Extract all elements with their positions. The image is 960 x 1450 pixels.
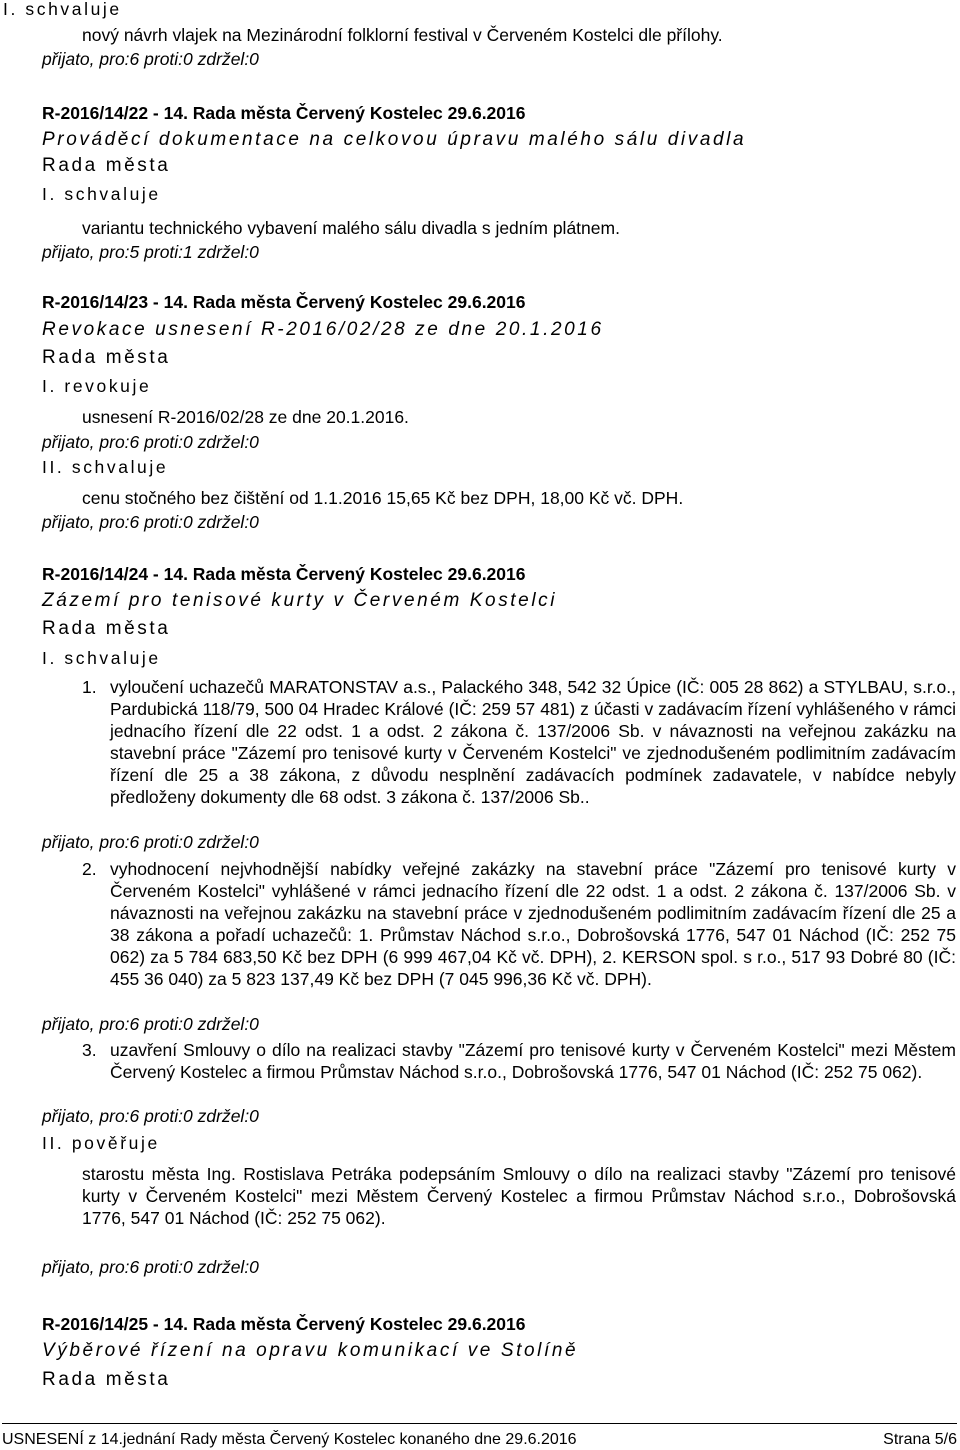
resolution-header: R-2016/14/23 - 14. Rada města Červený Kostelec 29.6.2016 bbox=[42, 292, 526, 312]
vote-result: přijato, pro:6 proti:0 zdržel:0 bbox=[42, 1106, 259, 1126]
resolution-text: usnesení R-2016/02/28 ze dne 20.1.2016. bbox=[82, 407, 409, 427]
vote-result: přijato, pro:6 proti:0 zdržel:0 bbox=[42, 432, 259, 452]
vote-result: přijato, pro:6 proti:0 zdržel:0 bbox=[42, 832, 259, 852]
list-item-number: 3. bbox=[82, 1040, 97, 1060]
resolution-verb: I. schvaluje bbox=[42, 184, 161, 204]
resolution-text: nový návrh vlajek na Mezinárodní folklorní festival v Červeném Kostelci dle přílohy. bbox=[82, 25, 723, 45]
resolution-verb: I. revokuje bbox=[42, 376, 152, 396]
vote-result: přijato, pro:6 proti:0 zdržel:0 bbox=[42, 1257, 259, 1277]
resolution-header: R-2016/14/24 - 14. Rada města Červený Kostelec 29.6.2016 bbox=[42, 564, 526, 584]
resolution-text: variantu technického vybavení malého sálu divadla s jedním plátnem. bbox=[82, 218, 620, 238]
resolution-verb: II. pověřuje bbox=[42, 1133, 160, 1153]
resolution-text: cenu stočného bez čištění od 1.1.2016 15,65 Kč bez DPH, 18,00 Kč vč. DPH. bbox=[82, 488, 684, 508]
list-item-number: 2. bbox=[82, 859, 97, 879]
vote-result: přijato, pro:6 proti:0 zdržel:0 bbox=[42, 49, 259, 69]
vote-result: přijato, pro:6 proti:0 zdržel:0 bbox=[42, 512, 259, 532]
resolution-title: Prováděcí dokumentace na celkovou úpravu malého sálu divadla bbox=[42, 129, 747, 150]
resolution-header: R-2016/14/25 - 14. Rada města Červený Kostelec 29.6.2016 bbox=[42, 1314, 526, 1334]
resolution-verb: I. schvaluje bbox=[3, 0, 122, 19]
list-item-text: uzavření Smlouvy o dílo na realizaci stavby "Zázemí pro tenisové kurty v Červeném Kostelci" mezi Městem Červený Kostelec a firmou Průmstav Náchod s.r.o., Dobrošovská 1776, 547 01 Náchod (IČ: 252 75 062). bbox=[110, 1040, 956, 1082]
page-footer bbox=[2, 1423, 957, 1450]
body-name: Rada města bbox=[42, 618, 171, 639]
vote-result: přijato, pro:5 proti:1 zdržel:0 bbox=[42, 242, 259, 262]
resolution-title: Zázemí pro tenisové kurty v Červeném Kostelci bbox=[42, 590, 558, 611]
body-name: Rada města bbox=[42, 347, 171, 368]
page-number: Strana 5/6 bbox=[883, 1431, 957, 1448]
vote-result: přijato, pro:6 proti:0 zdržel:0 bbox=[42, 1014, 259, 1034]
body-name: Rada města bbox=[42, 155, 171, 176]
resolution-header: R-2016/14/22 - 14. Rada města Červený Kostelec 29.6.2016 bbox=[42, 103, 526, 123]
resolution-title: Výběrové řízení na opravu komunikací ve Stolíně bbox=[42, 1340, 579, 1361]
resolution-verb: II. schvaluje bbox=[42, 457, 169, 477]
footer-title: USNESENÍ z 14.jednání Rady města Červený Kostelec konaného dne 29.6.2016 bbox=[2, 1431, 577, 1448]
resolution-text: starostu města Ing. Rostislava Petráka podepsáním Smlouvy o dílo na realizaci stavby "Zázemí pro tenisové kurty v Červeném Kostelci" mezi Městem Červený Kostelec a firmou Průmstav Náchod s.r.o., Dobrošovská 1776, 547 01 Náchod (IČ: 252 75 062). bbox=[82, 1164, 956, 1228]
list-item-text: vyhodnocení nejvhodnější nabídky veřejné zakázky na stavební práce "Zázemí pro tenisové kurty v Červeném Kostelci" vyhlášené v rámci jednacího řízení dle 22 odst. 1 a odst. 2 zákona č. 137/2006 Sb. v návaznosti na veřejnou zakázku na stavební práce v zjednodušeném podlimitním zadávacím řízení dle 25 a 38 zákona a pořadí uchazečů: 1. Průmstav Náchod s.r.o., Dobrošovská 1776, 547 01 Náchod (IČ: 252 75 062) za 5 784 683,50 Kč bez DPH (6 999 467,04 Kč vč. DPH), 2. KERSON spol. s r.o., 517 93 Dobré 80 (IČ: 455 36 040) za 5 823 137,49 Kč bez DPH (7 045 996,36 Kč vč. DPH). bbox=[110, 859, 956, 989]
resolution-title: Revokace usnesení R-2016/02/28 ze dne 20.1.2016 bbox=[42, 319, 604, 340]
body-name: Rada města bbox=[42, 1369, 171, 1390]
resolution-verb: I. schvaluje bbox=[42, 648, 161, 668]
list-item-number: 1. bbox=[82, 677, 97, 697]
list-item-text: vyloučení uchazečů MARATONSTAV a.s., Palackého 348, 542 32 Úpice (IČ: 005 28 862) a STYLBAU, s.r.o., Pardubická 118/79, 500 04 Hradec Králové (IČ: 259 57 481) z účasti v zadávacím řízení vyhlášeného v rámci jednacího řízení dle 22 odst. 1 a odst. 2 zákona č. 137/2006 Sb. v návaznosti na veřejnou zakázku na stavební práce "Zázemí pro tenisové kurty v Červeném Kostelci" ve zjednodušeném podlimitním zadávacím řízení dle 25 a 38 zákona, z důvodu nesplnění zadávacích podmínek zadavatele, v nabídce nebyly předloženy dokumenty dle 68 odst. 3 zákona č. 137/2006 Sb.. bbox=[110, 677, 956, 807]
